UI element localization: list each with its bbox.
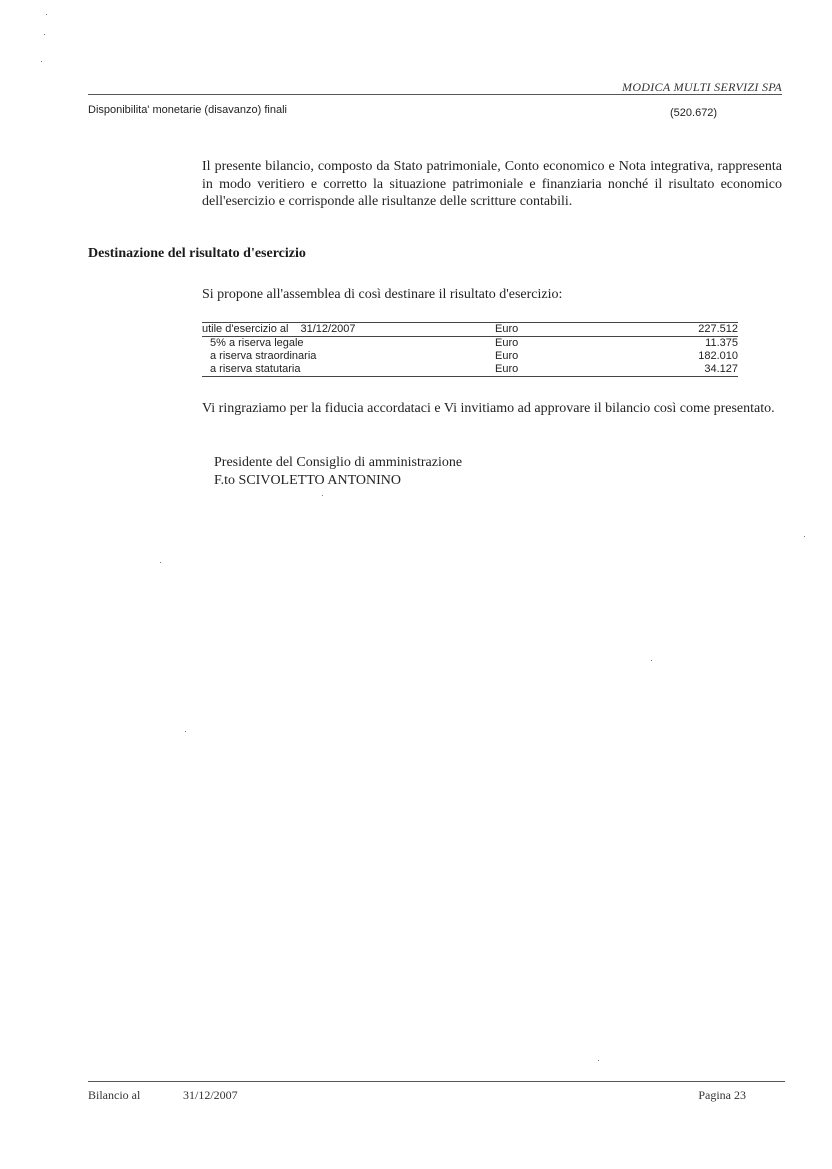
- statement-paragraph: Il presente bilancio, composto da Stato patrimoniale, Conto economico e Nota integrativa, rappresenta in modo veritiero e corretto la situazione patrimoniale e finanziaria nonché il risultato economico dell'esercizio e corrisponde alle risultanze delle scritture contabili.: [202, 159, 782, 209]
- row-value: 11.375: [705, 337, 738, 349]
- row-currency: Euro: [495, 350, 519, 362]
- company-name: MODICA MULTI SERVIZI SPA: [622, 80, 782, 94]
- page-number: Pagina 23: [698, 1088, 746, 1102]
- row-value: 34.127: [704, 363, 738, 375]
- section-title: Destinazione del risultato d'esercizio: [88, 246, 306, 261]
- table-row: [202, 363, 738, 377]
- footer-date: 31/12/2007: [183, 1088, 238, 1102]
- scan-speck: [598, 1060, 599, 1061]
- scan-speck: [44, 34, 45, 35]
- signature-block: [214, 454, 462, 489]
- row-label: a riserva straordinaria: [210, 350, 317, 362]
- row-currency: Euro: [495, 337, 519, 349]
- cash-balance-value: (520.672): [670, 107, 718, 119]
- thanks-paragraph: Vi ringraziamo per la fiducia accordataci e Vi invitiamo ad approvare il bilancio così come presentato.: [202, 401, 775, 416]
- row-value: 182.010: [698, 350, 738, 362]
- profit-date: 31/12/2007: [300, 323, 356, 335]
- row-label: a riserva statutaria: [210, 363, 301, 375]
- signature-name: F.to SCIVOLETTO ANTONINO: [214, 472, 401, 488]
- scan-speck: [160, 562, 161, 563]
- scan-speck: [651, 660, 652, 661]
- table-header-label: [202, 323, 356, 336]
- row-currency: Euro: [495, 363, 519, 375]
- header-rule: [88, 94, 782, 95]
- cash-balance-label: Disponibilita' monetarie (disavanzo) finali: [88, 104, 287, 116]
- scan-speck: [185, 731, 186, 732]
- profit-value: 227.512: [698, 323, 738, 335]
- scan-speck: [322, 495, 323, 496]
- table-header-currency: Euro: [495, 323, 519, 335]
- scan-speck: [46, 14, 47, 15]
- table-row: [202, 350, 738, 363]
- proposal-text: Si propone all'assemblea di così destinare il risultato d'esercizio:: [202, 287, 563, 302]
- row-label: 5% a riserva legale: [210, 337, 304, 349]
- footer-label: Bilancio al: [88, 1088, 141, 1102]
- scan-speck: [41, 61, 42, 62]
- scan-speck: [804, 536, 805, 537]
- profit-label: utile d'esercizio al: [202, 323, 289, 335]
- signature-role: Presidente del Consiglio di amministrazione: [214, 455, 463, 470]
- allocation-table: [202, 320, 738, 377]
- table-row: [202, 337, 738, 350]
- table-header-row: [202, 322, 738, 337]
- footer-rule: [88, 1081, 785, 1082]
